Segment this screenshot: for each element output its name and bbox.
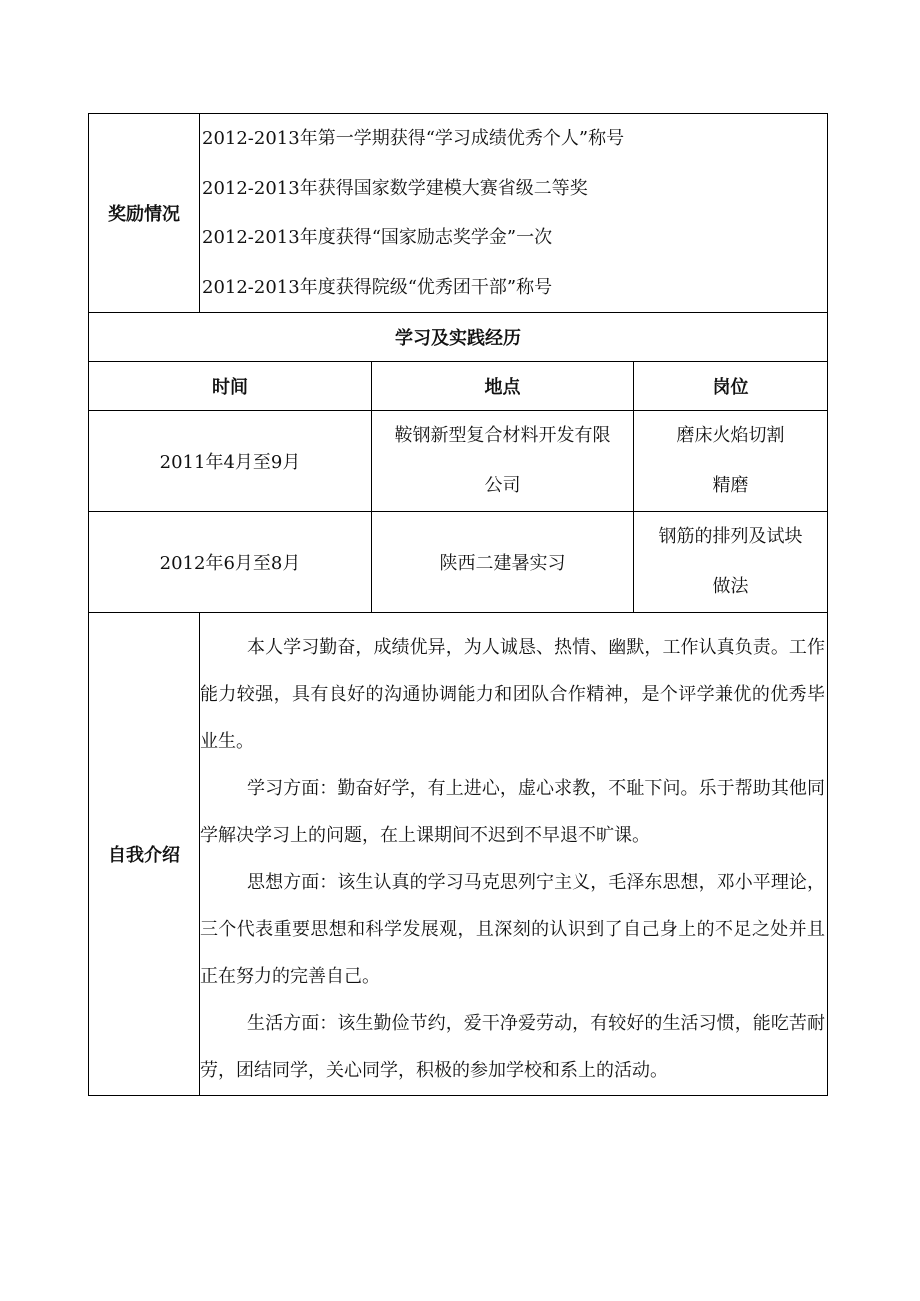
experience-place-line: 鞍钢新型复合材料开发有限 <box>394 425 611 446</box>
experience-position <box>634 512 828 613</box>
self-intro-label: 自我介绍 <box>89 613 200 1096</box>
header-time: 时间 <box>89 362 372 411</box>
experience-place <box>372 411 634 512</box>
self-intro-paragraph: 本人学习勤奋，成绩优异，为人诚恳、热情、幽默，工作认真负责。工作能力较强，具有良好的沟通协调能力和团队合作精神，是个评学兼优的优秀毕业生。 <box>200 637 825 752</box>
experience-title-row <box>89 313 828 362</box>
award-item: 2012-2013年度获得院级“优秀团干部”称号 <box>202 276 553 298</box>
self-intro-paragraph: 思想方面：该生认真的学习马克思列宁主义，毛泽东思想，邓小平理论，三个代表重要思想和科学发展观，且深刻的认识到了自己身上的不足之处并且正在努力的完善自己。 <box>200 872 825 987</box>
award-item: 2012-2013年获得国家数学建模大赛省级二等奖 <box>202 177 588 199</box>
self-intro-content <box>200 613 828 1096</box>
experience-position-line: 磨床火焰切割 <box>676 425 785 446</box>
self-intro-paragraph: 生活方面：该生勤俭节约，爱干净爱劳动，有较好的生活习惯，能吃苦耐劳，团结同学，关心同学，积极的参加学校和系上的活动。 <box>200 1013 825 1081</box>
award-item: 2012-2013年度获得“国家励志奖学金”一次 <box>202 227 553 248</box>
experience-title: 学习及实践经历 <box>89 313 828 362</box>
award-item: 2012-2013年第一学期获得“学习成绩优秀个人”称号 <box>202 128 625 149</box>
awards-list <box>200 114 828 313</box>
experience-row <box>89 411 828 512</box>
experience-place: 陕西二建暑实习 <box>372 512 634 613</box>
self-intro-paragraph: 学习方面：勤奋好学，有上进心，虚心求教，不耻下问。乐于帮助其他同学解决学习上的问题，在上课期间不迟到不早退不旷课。 <box>200 778 825 846</box>
awards-row <box>89 114 828 313</box>
experience-position-line: 精磨 <box>712 475 749 496</box>
experience-header-row <box>89 362 828 411</box>
awards-label: 奖励情况 <box>89 114 200 313</box>
self-intro-row <box>89 613 828 1096</box>
experience-time: 2011年4月至9月 <box>89 411 372 512</box>
experience-position <box>634 411 828 512</box>
header-place: 地点 <box>372 362 634 411</box>
resume-table <box>88 113 828 1096</box>
header-position: 岗位 <box>634 362 828 411</box>
experience-time: 2012年6月至8月 <box>89 512 372 613</box>
experience-row <box>89 512 828 613</box>
experience-position-line: 钢筋的排列及试块 <box>658 526 803 547</box>
experience-position-line: 做法 <box>712 576 749 597</box>
experience-place-line: 公司 <box>484 475 521 496</box>
